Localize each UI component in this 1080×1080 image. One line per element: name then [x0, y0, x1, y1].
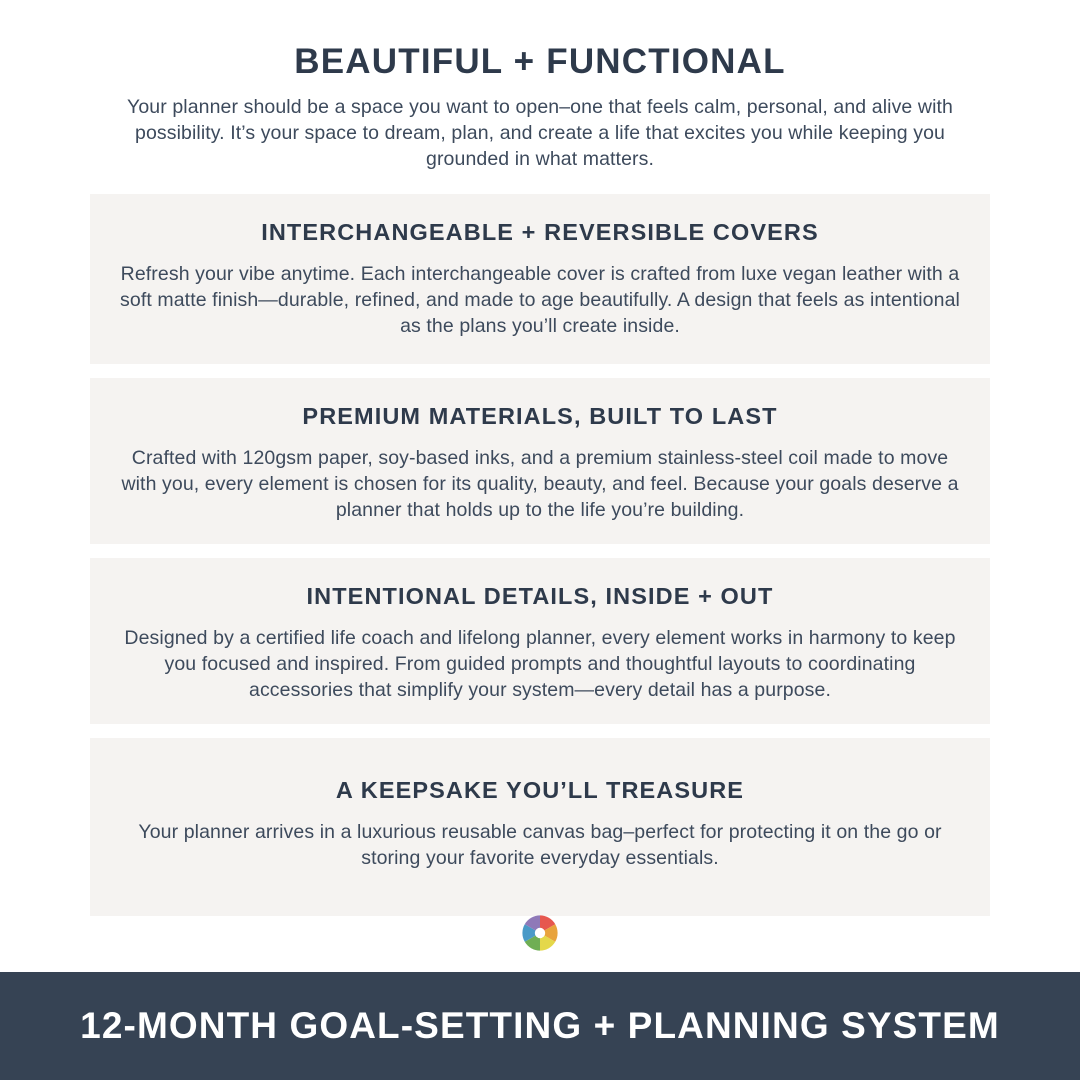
page-title: BEAUTIFUL + FUNCTIONAL	[294, 42, 786, 81]
feature-body: Crafted with 120gsm paper, soy-based inks, and a premium stainless-steel coil made to move with you, every element is chosen for its quality, beauty, and feel. Because your goals deserve a planner that holds up to the life you’re building.	[121, 447, 959, 521]
header-section	[0, 0, 1080, 173]
footer-headline: 12-MONTH GOAL-SETTING + PLANNING SYSTEM	[80, 1005, 1000, 1046]
feature-card-materials	[90, 378, 990, 544]
feature-title: A KEEPSAKE YOU’LL TREASURE	[335, 776, 745, 803]
page-intro-text: Your planner should be a space you want to open–one that feels calm, personal, and alive with possibility. It’s your space to dream, plan, and create a life that excites you while keeping you grounded in what matters.	[127, 96, 953, 171]
feature-body: Refresh your vibe anytime. Each interchangeable cover is crafted from luxe vegan leather with a soft matte finish—durable, refined, and made to age beautifully. A design that feels as intentional as the plans you’ll create inside.	[120, 263, 960, 338]
feature-body: Your planner arrives in a luxurious reusable canvas bag–perfect for protecting it on the go or storing your favorite everyday essentials.	[138, 821, 942, 869]
feature-title: INTERCHANGEABLE + REVERSIBLE COVERS	[261, 219, 819, 246]
feature-card-keepsake	[90, 738, 990, 916]
feature-title: PREMIUM MATERIALS, BUILT TO LAST	[302, 402, 778, 429]
feature-title: INTENTIONAL DETAILS, INSIDE + OUT	[306, 582, 774, 609]
footer-banner	[0, 972, 1080, 1080]
feature-card-details	[90, 558, 990, 724]
feature-body: Designed by a certified life coach and lifelong planner, every element works in harmony to keep you focused and inspired. From guided prompts and thoughtful layouts to coordinating accessories that simplify your system—every detail has a purpose.	[124, 627, 956, 701]
feature-card-list	[0, 194, 1080, 916]
brand-logo	[0, 913, 1080, 953]
feature-card-covers	[90, 194, 990, 364]
color-wheel-icon	[520, 913, 560, 953]
